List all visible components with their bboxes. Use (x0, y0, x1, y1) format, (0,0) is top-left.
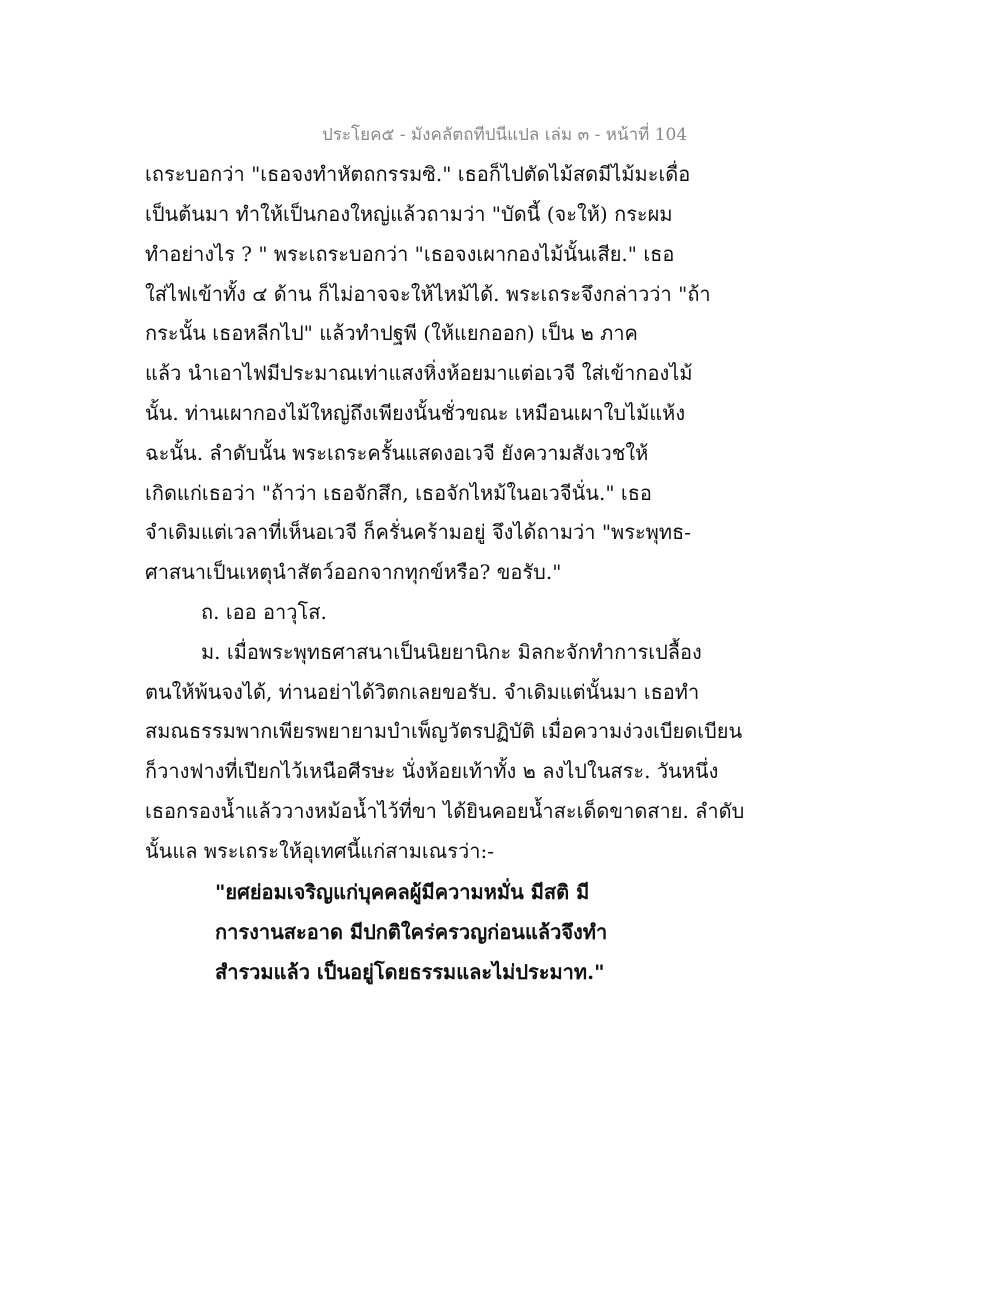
verse-line: สำรวมแล้ว เป็นอยู่โดยธรรมและไม่ประมาท." (215, 960, 605, 984)
verse-line: การงานสะอาด มีปกติใคร่ครวญก่อนแล้วจึงทำ (215, 920, 608, 944)
body-line: เป็นต้นมา ทำให้เป็นกองใหญ่แล้วถามว่า "บัดนี้ (จะให้) กระผม (145, 202, 673, 226)
body-line: ตนให้พ้นจงได้, ท่านอย่าได้วิตกเลยขอรับ. จำเดิมแต่นั้นมา เธอทำ (145, 680, 700, 704)
dialogue-line: ม. เมื่อพระพุทธศาสนาเป็นนิยยานิกะ มิลกะจักทำการเปลื้อง (201, 640, 702, 664)
body-line: เถระบอกว่า "เธอจงทำหัตถกรรมซิ." เธอก็ไปตัดไม้สดมีไม้มะเดื่อ (145, 162, 691, 186)
dialogue-line: ถ. เออ อาวุโส. (201, 600, 327, 624)
body-line: ศาสนาเป็นเหตุนำสัตว์ออกจากทุกข์หรือ? ขอรับ." (145, 560, 562, 584)
body-line: นั้น. ท่านเผากองไม้ใหญ่ถึงเพียงนั้นชั่วขณะ เหมือนเผาใบไม้แห้ง (145, 401, 686, 425)
body-line: ฉะนั้น. ลำดับนั้น พระเถระครั้นแสดงอเวจี ยังความสังเวชให้ (145, 441, 649, 465)
body-line: ใส่ไฟเข้าทั้ง ๔ ด้าน ก็ไม่อาจจะให้ไหม้ได้. พระเถระจึงกล่าวว่า "ถ้า (145, 282, 711, 306)
body-line: กระนั้น เธอหลีกไป" แล้วทำปฐพี (ให้แยกออก) เป็น ๒ ภาค (145, 321, 638, 345)
page-header: ประโยค๕ - มังคลัตถทีปนีแปล เล่ม ๓ - หน้าที่ 104 (322, 125, 688, 145)
body-line: สมณธรรมพากเพียรพยายามบำเพ็ญวัตรปฏิบัติ เมื่อความง่วงเบียดเบียน (145, 719, 743, 743)
body-line: เกิดแก่เธอว่า "ถ้าว่า เธอจักสึก, เธอจักไหม้ในอเวจีนั่น." เธอ (145, 481, 652, 505)
body-line: แล้ว นำเอาไฟมีประมาณเท่าแสงหิ่งห้อยมาแต่อเวจี ใส่เข้ากองไม้ (145, 361, 693, 385)
body-line: เธอกรองน้ำแล้ววางหม้อน้ำไว้ที่ขา ได้ยินคอยน้ำสะเด็ดขาดสาย. ลำดับ (145, 799, 745, 823)
body-line: ทำอย่างไร ? " พระเถระบอกว่า "เธอจงเผากองไม้นั้นเสีย." เธอ (145, 242, 675, 266)
body-line: นั้นแล พระเถระให้อุเทศนี้แก่สามเณรว่า:- (145, 839, 495, 863)
body-line: จำเดิมแต่เวลาที่เห็นอเวจี ก็ครั่นคร้ามอยู่ จึงได้ถามว่า "พระพุทธ- (145, 520, 692, 544)
verse-line: "ยศย่อมเจริญแก่บุคคลผู้มีความหมั่น มีสติ มี (215, 880, 590, 904)
body-line: ก็วางฟางที่เปียกไว้เหนือศีรษะ นั่งห้อยเท้าทั้ง ๒ ลงไปในสระ. วันหนึ่ง (145, 759, 719, 783)
